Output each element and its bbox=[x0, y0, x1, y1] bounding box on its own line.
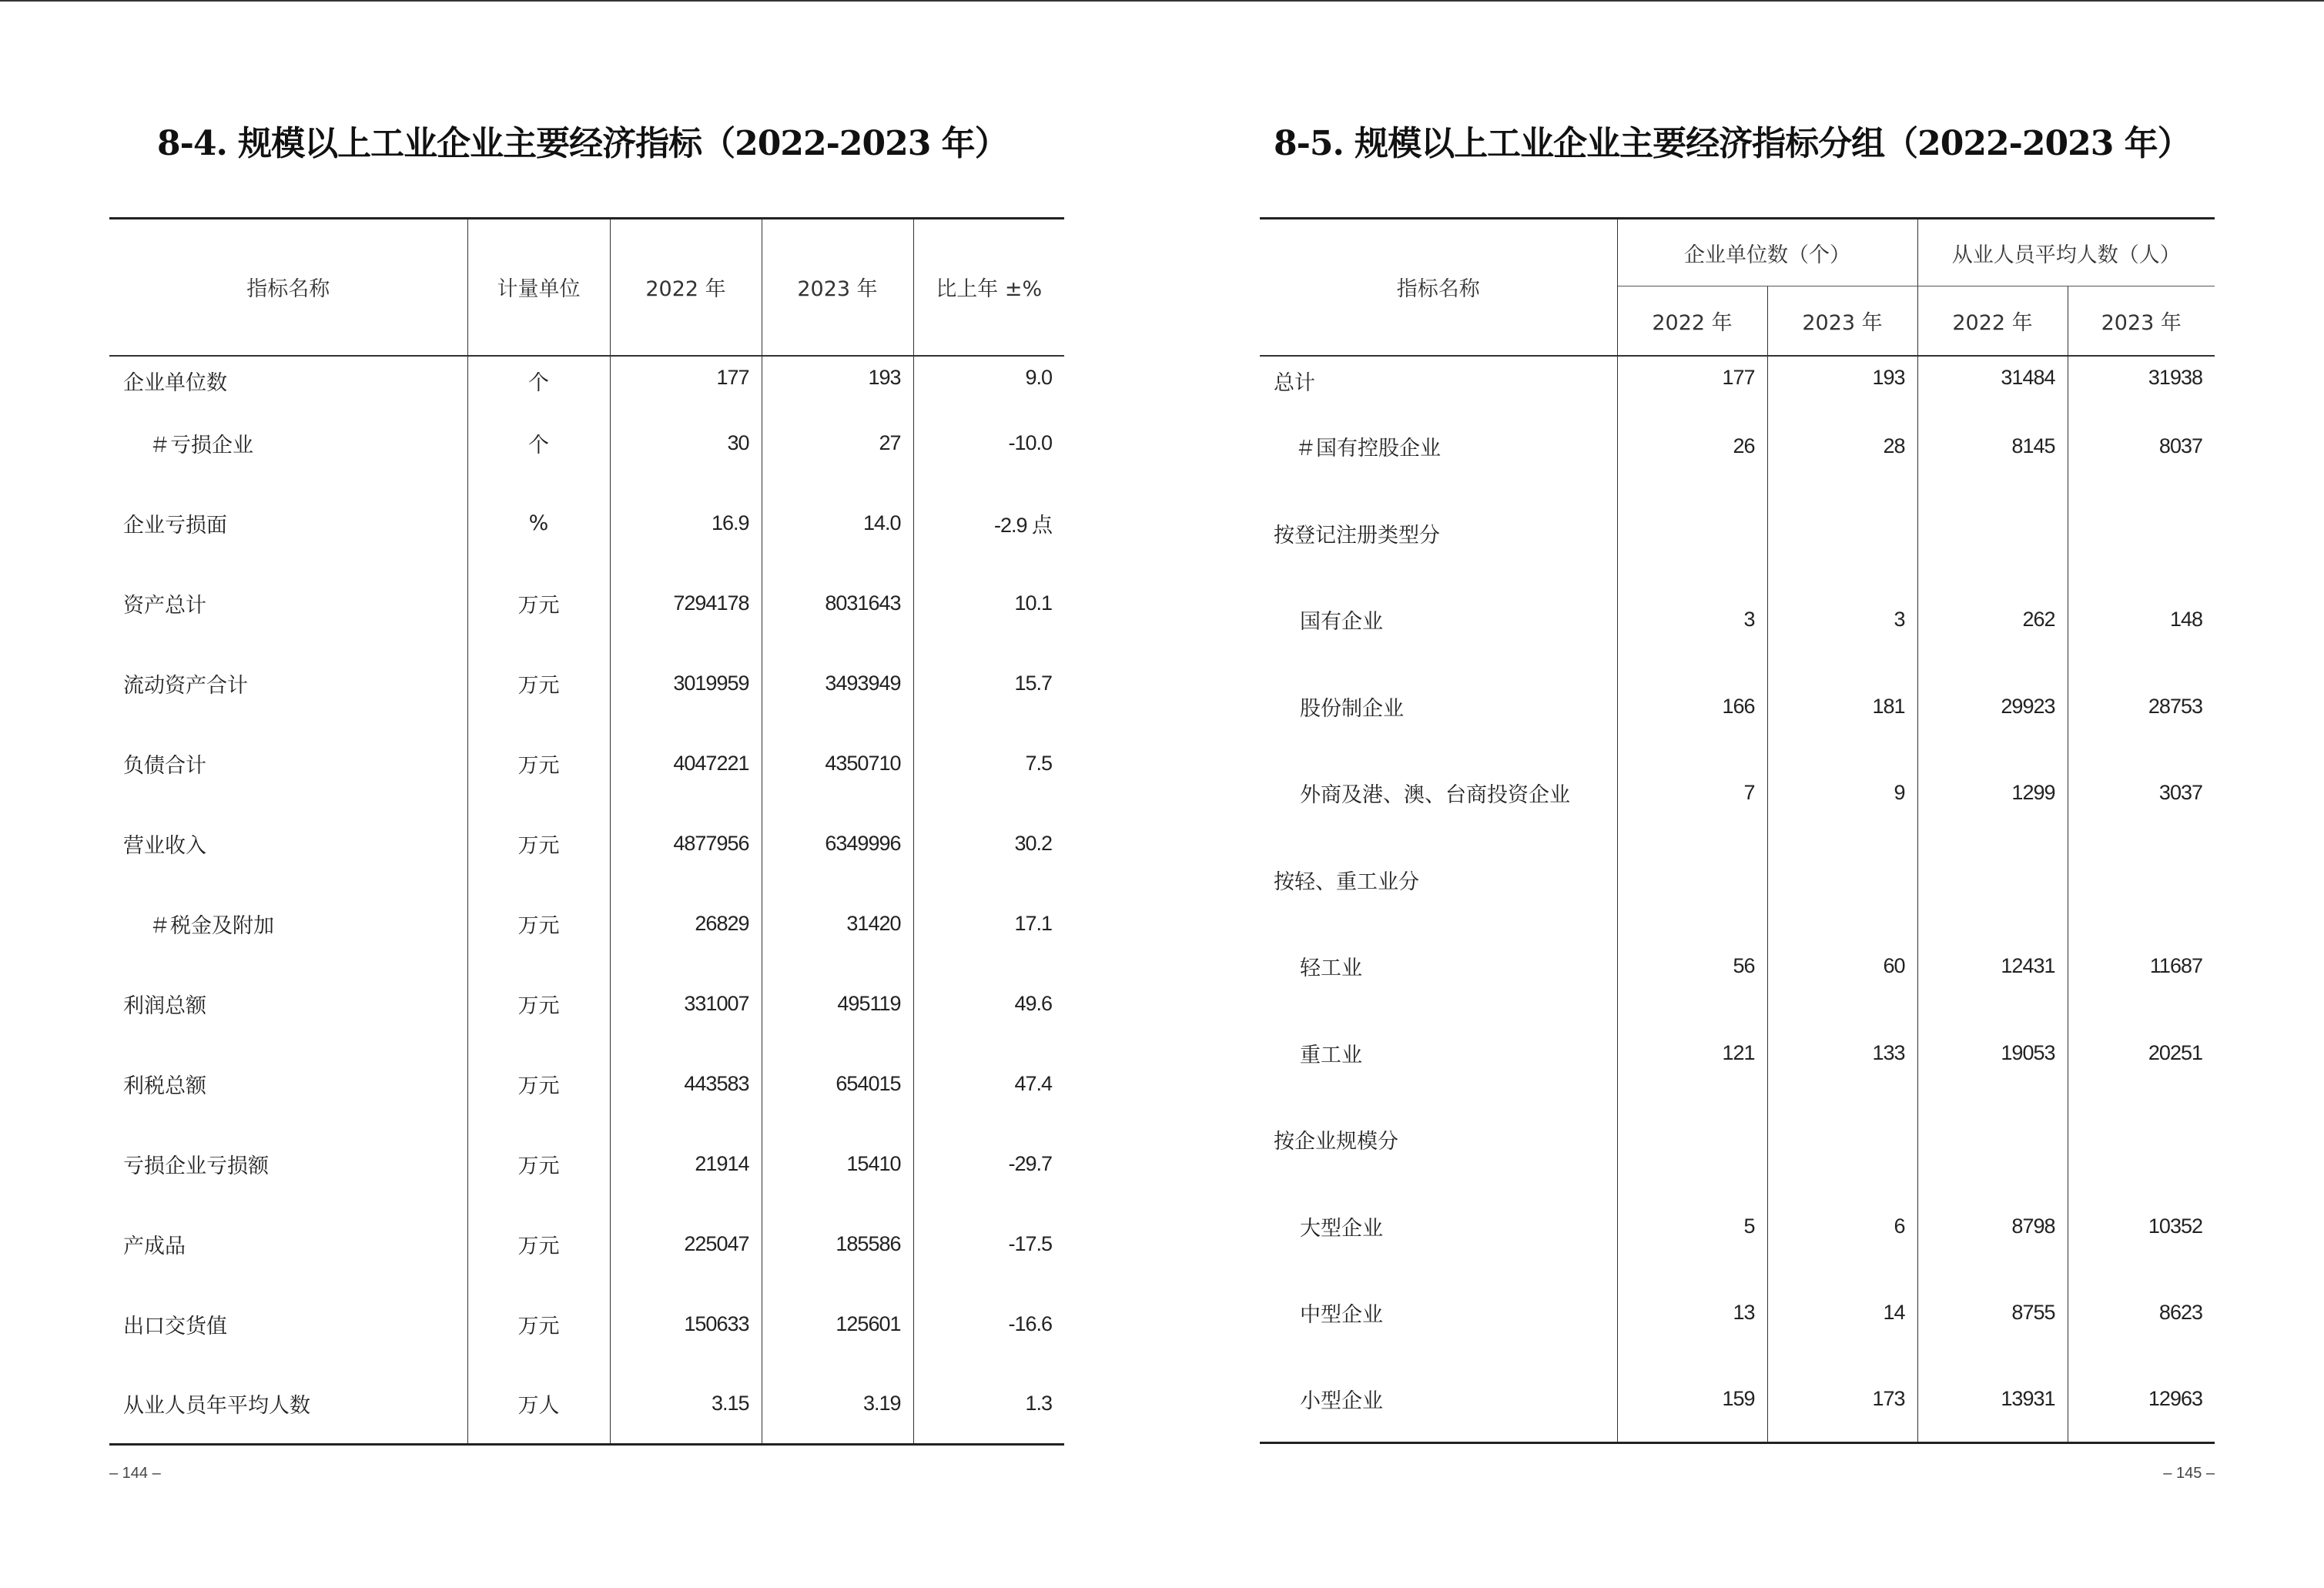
row-indicator-name: 国有企业 bbox=[1260, 577, 1617, 664]
row-value-2022: 7294178 bbox=[610, 564, 762, 644]
row-employee-2022: 19053 bbox=[1917, 1010, 2068, 1097]
row-value-2023: 193 bbox=[762, 356, 913, 404]
row-value-2023: 31420 bbox=[762, 884, 913, 964]
header-year-2022: 2022 年 bbox=[610, 219, 762, 356]
row-value-2023: 495119 bbox=[762, 964, 913, 1044]
row-indicator-name: ＃税金及附加 bbox=[109, 884, 467, 964]
row-employee-2023 bbox=[2068, 490, 2215, 577]
table-row bbox=[1260, 663, 2215, 750]
row-indicator-name: 利税总额 bbox=[109, 1044, 467, 1124]
row-indicator-name: 资产总计 bbox=[109, 564, 467, 644]
row-change-percent: 1.3 bbox=[1025, 1392, 1052, 1415]
row-value-2022: 30 bbox=[610, 404, 762, 484]
header-indicator-name: 指标名称 bbox=[1260, 219, 1617, 356]
table-row bbox=[1260, 577, 2215, 664]
table-row bbox=[109, 1365, 1064, 1445]
row-enterprise-2022: 5 bbox=[1617, 1183, 1767, 1270]
row-value-2022: 3.15 bbox=[610, 1365, 762, 1445]
row-change-percent: -29.7 bbox=[1008, 1152, 1052, 1175]
row-unit: 万元 bbox=[467, 1204, 610, 1285]
row-change-percent: -2.9 点 bbox=[993, 514, 1052, 537]
header-year-2023: 2023 年 bbox=[762, 219, 913, 356]
row-enterprise-2022: 177 bbox=[1617, 356, 1767, 404]
row-employee-2022 bbox=[1917, 1097, 2068, 1184]
row-enterprise-2022: 121 bbox=[1617, 1010, 1767, 1097]
row-value-2023: 6349996 bbox=[762, 804, 913, 884]
row-indicator-name: 企业亏损面 bbox=[109, 484, 467, 564]
row-value-2022: 4877956 bbox=[610, 804, 762, 884]
left-header-row bbox=[109, 219, 1064, 356]
row-employee-2022: 8798 bbox=[1917, 1183, 2068, 1270]
row-employee-2023: 20251 bbox=[2148, 1040, 2202, 1064]
row-employee-2023: 148 bbox=[2169, 608, 2202, 632]
row-employee-2022: 12431 bbox=[1917, 923, 2068, 1010]
row-change-percent: -17.5 bbox=[1008, 1232, 1052, 1255]
row-unit: 万元 bbox=[467, 804, 610, 884]
row-indicator-name: 从业人员年平均人数 bbox=[109, 1365, 467, 1445]
row-unit: 万元 bbox=[467, 964, 610, 1044]
row-value-2022: 26829 bbox=[610, 884, 762, 964]
row-indicator-name: 股份制企业 bbox=[1260, 663, 1617, 750]
row-enterprise-2022 bbox=[1617, 1097, 1767, 1184]
row-enterprise-2022: 13 bbox=[1617, 1270, 1767, 1357]
row-employee-2023: 3037 bbox=[2158, 781, 2202, 805]
table-row bbox=[109, 356, 1064, 404]
table-row bbox=[109, 644, 1064, 724]
table-row bbox=[1260, 490, 2215, 577]
table-row bbox=[1260, 1097, 2215, 1184]
row-indicator-name: 企业单位数 bbox=[109, 356, 467, 404]
row-enterprise-2022 bbox=[1617, 836, 1767, 923]
row-enterprise-2022: 26 bbox=[1617, 404, 1767, 491]
row-unit: 万元 bbox=[467, 1124, 610, 1204]
row-indicator-name: 营业收入 bbox=[109, 804, 467, 884]
right-header-row-groups bbox=[1260, 219, 2215, 286]
row-indicator-name: 按登记注册类型分 bbox=[1260, 490, 1617, 577]
table-row bbox=[109, 1124, 1064, 1204]
row-employee-2022: 1299 bbox=[1917, 750, 2068, 837]
row-value-2022: 177 bbox=[610, 356, 762, 404]
table-row bbox=[1260, 404, 2215, 491]
table-row bbox=[109, 564, 1064, 644]
row-enterprise-2023: 3 bbox=[1767, 577, 1917, 664]
row-employee-2023: 10352 bbox=[2148, 1214, 2202, 1238]
row-indicator-name: 轻工业 bbox=[1260, 923, 1617, 1010]
row-indicator-name: ＃亏损企业 bbox=[109, 404, 467, 484]
right-table-title: 8-5. 规模以上工业企业主要经济指标分组（2022-2023 年） bbox=[1274, 124, 2191, 163]
left-table-title: 8-4. 规模以上工业企业主要经济指标（2022-2023 年） bbox=[157, 124, 1008, 163]
header-employee-average: 从业人员平均人数（人） bbox=[1917, 219, 2215, 286]
row-unit: 个 bbox=[467, 356, 610, 404]
table-row bbox=[109, 404, 1064, 484]
row-enterprise-2023: 181 bbox=[1767, 663, 1917, 750]
header-change-percent: 比上年 ±% bbox=[913, 219, 1064, 356]
row-value-2022: 225047 bbox=[610, 1204, 762, 1285]
row-enterprise-2023: 173 bbox=[1767, 1356, 1917, 1443]
row-indicator-name: ＃国有控股企业 bbox=[1260, 404, 1617, 491]
header-unit: 计量单位 bbox=[467, 219, 610, 356]
row-indicator-name: 中型企业 bbox=[1260, 1270, 1617, 1357]
row-value-2023: 27 bbox=[762, 404, 913, 484]
row-enterprise-2022: 166 bbox=[1617, 663, 1767, 750]
row-employee-2022: 8145 bbox=[1917, 404, 2068, 491]
row-change-percent: 9.0 bbox=[1025, 365, 1052, 389]
left-page bbox=[109, 0, 1064, 1588]
table-row bbox=[1260, 923, 2215, 1010]
row-change-percent: 15.7 bbox=[1014, 672, 1052, 695]
row-enterprise-2023: 28 bbox=[1767, 404, 1917, 491]
header-employee-2022: 2022 年 bbox=[1917, 286, 2068, 356]
row-unit: 万人 bbox=[467, 1365, 610, 1445]
left-page-number: – 144 – bbox=[109, 1465, 161, 1482]
row-enterprise-2022: 7 bbox=[1617, 750, 1767, 837]
header-indicator-name: 指标名称 bbox=[109, 219, 467, 356]
row-indicator-name: 重工业 bbox=[1260, 1010, 1617, 1097]
row-unit: 万元 bbox=[467, 644, 610, 724]
row-employee-2022: 29923 bbox=[1917, 663, 2068, 750]
right-table-body bbox=[1260, 356, 2215, 1443]
row-enterprise-2023: 14 bbox=[1767, 1270, 1917, 1357]
row-indicator-name: 总计 bbox=[1260, 356, 1617, 404]
table-row bbox=[1260, 836, 2215, 923]
header-enterprise-count: 企业单位数（个） bbox=[1617, 219, 1917, 286]
row-enterprise-2023 bbox=[1767, 490, 1917, 577]
row-value-2023: 15410 bbox=[762, 1124, 913, 1204]
row-change-percent: 47.4 bbox=[1014, 1072, 1052, 1095]
row-unit: 万元 bbox=[467, 564, 610, 644]
row-enterprise-2022: 3 bbox=[1617, 577, 1767, 664]
row-value-2023: 654015 bbox=[762, 1044, 913, 1124]
table-row bbox=[1260, 1183, 2215, 1270]
row-employee-2022 bbox=[1917, 836, 2068, 923]
table-row bbox=[1260, 1270, 2215, 1357]
table-row bbox=[1260, 356, 2215, 404]
row-employee-2023 bbox=[2068, 836, 2215, 923]
header-enterprise-2023: 2023 年 bbox=[1767, 286, 1917, 356]
row-enterprise-2023: 60 bbox=[1767, 923, 1917, 1010]
row-value-2023: 185586 bbox=[762, 1204, 913, 1285]
header-enterprise-2022: 2022 年 bbox=[1617, 286, 1767, 356]
table-row bbox=[1260, 1356, 2215, 1443]
row-indicator-name: 负债合计 bbox=[109, 724, 467, 804]
row-enterprise-2022: 159 bbox=[1617, 1356, 1767, 1443]
row-change-percent: -16.6 bbox=[1008, 1312, 1052, 1335]
row-unit: 万元 bbox=[467, 724, 610, 804]
row-change-percent: 10.1 bbox=[1014, 591, 1052, 615]
row-enterprise-2022 bbox=[1617, 490, 1767, 577]
row-employee-2023: 11687 bbox=[2149, 954, 2202, 978]
row-employee-2023: 28753 bbox=[2148, 694, 2202, 718]
row-value-2022: 4047221 bbox=[610, 724, 762, 804]
row-value-2022: 21914 bbox=[610, 1124, 762, 1204]
row-value-2022: 16.9 bbox=[610, 484, 762, 564]
row-change-percent: 49.6 bbox=[1014, 992, 1052, 1015]
table-row bbox=[109, 1204, 1064, 1285]
row-indicator-name: 大型企业 bbox=[1260, 1183, 1617, 1270]
row-unit: 个 bbox=[467, 404, 610, 484]
row-unit: 万元 bbox=[467, 1285, 610, 1365]
row-change-percent: 30.2 bbox=[1014, 832, 1052, 855]
right-page bbox=[1260, 0, 2215, 1588]
table-row bbox=[1260, 750, 2215, 837]
header-employee-2023: 2023 年 bbox=[2068, 286, 2215, 356]
row-indicator-name: 外商及港、澳、台商投资企业 bbox=[1260, 750, 1617, 837]
row-value-2023: 125601 bbox=[762, 1285, 913, 1365]
row-employee-2022: 262 bbox=[1917, 577, 2068, 664]
row-indicator-name: 按企业规模分 bbox=[1260, 1097, 1617, 1184]
row-employee-2022: 13931 bbox=[1917, 1356, 2068, 1443]
row-value-2023: 4350710 bbox=[762, 724, 913, 804]
row-unit: 万元 bbox=[467, 1044, 610, 1124]
row-enterprise-2023 bbox=[1767, 1097, 1917, 1184]
row-value-2023: 14.0 bbox=[762, 484, 913, 564]
row-enterprise-2022: 56 bbox=[1617, 923, 1767, 1010]
table-row bbox=[109, 804, 1064, 884]
table-row bbox=[109, 484, 1064, 564]
row-indicator-name: 流动资产合计 bbox=[109, 644, 467, 724]
table-row bbox=[109, 1285, 1064, 1365]
row-indicator-name: 按轻、重工业分 bbox=[1260, 836, 1617, 923]
row-employee-2022: 8755 bbox=[1917, 1270, 2068, 1357]
row-enterprise-2023 bbox=[1767, 836, 1917, 923]
row-employee-2022: 31484 bbox=[1917, 356, 2068, 404]
row-enterprise-2023: 9 bbox=[1767, 750, 1917, 837]
row-unit: % bbox=[467, 484, 610, 564]
left-statistics-table bbox=[109, 217, 1064, 1446]
row-value-2023: 3.19 bbox=[762, 1365, 913, 1445]
row-value-2022: 3019959 bbox=[610, 644, 762, 724]
row-value-2022: 331007 bbox=[610, 964, 762, 1044]
row-employee-2022 bbox=[1917, 490, 2068, 577]
table-row bbox=[109, 884, 1064, 964]
table-row bbox=[109, 724, 1064, 804]
row-change-percent: -10.0 bbox=[1008, 431, 1052, 454]
row-enterprise-2023: 6 bbox=[1767, 1183, 1917, 1270]
row-value-2022: 150633 bbox=[610, 1285, 762, 1365]
row-value-2023: 3493949 bbox=[762, 644, 913, 724]
row-change-percent: 17.1 bbox=[1014, 912, 1052, 935]
right-page-number: – 145 – bbox=[2163, 1465, 2215, 1482]
row-change-percent: 7.5 bbox=[1025, 752, 1052, 775]
row-indicator-name: 利润总额 bbox=[109, 964, 467, 1044]
row-employee-2023: 31938 bbox=[2148, 365, 2202, 389]
table-row bbox=[109, 1044, 1064, 1124]
row-employee-2023 bbox=[2068, 1097, 2215, 1184]
row-enterprise-2023: 193 bbox=[1767, 356, 1917, 404]
table-row bbox=[109, 964, 1064, 1044]
row-enterprise-2023: 133 bbox=[1767, 1010, 1917, 1097]
row-unit: 万元 bbox=[467, 884, 610, 964]
row-indicator-name: 小型企业 bbox=[1260, 1356, 1617, 1443]
left-table-body bbox=[109, 356, 1064, 1445]
row-indicator-name: 亏损企业亏损额 bbox=[109, 1124, 467, 1204]
row-employee-2023: 12963 bbox=[2148, 1387, 2202, 1410]
row-value-2023: 8031643 bbox=[762, 564, 913, 644]
row-employee-2023: 8037 bbox=[2158, 434, 2202, 458]
row-value-2022: 443583 bbox=[610, 1044, 762, 1124]
row-employee-2023: 8623 bbox=[2158, 1301, 2202, 1325]
right-statistics-table bbox=[1260, 217, 2215, 1444]
row-indicator-name: 产成品 bbox=[109, 1204, 467, 1285]
row-indicator-name: 出口交货值 bbox=[109, 1285, 467, 1365]
table-row bbox=[1260, 1010, 2215, 1097]
